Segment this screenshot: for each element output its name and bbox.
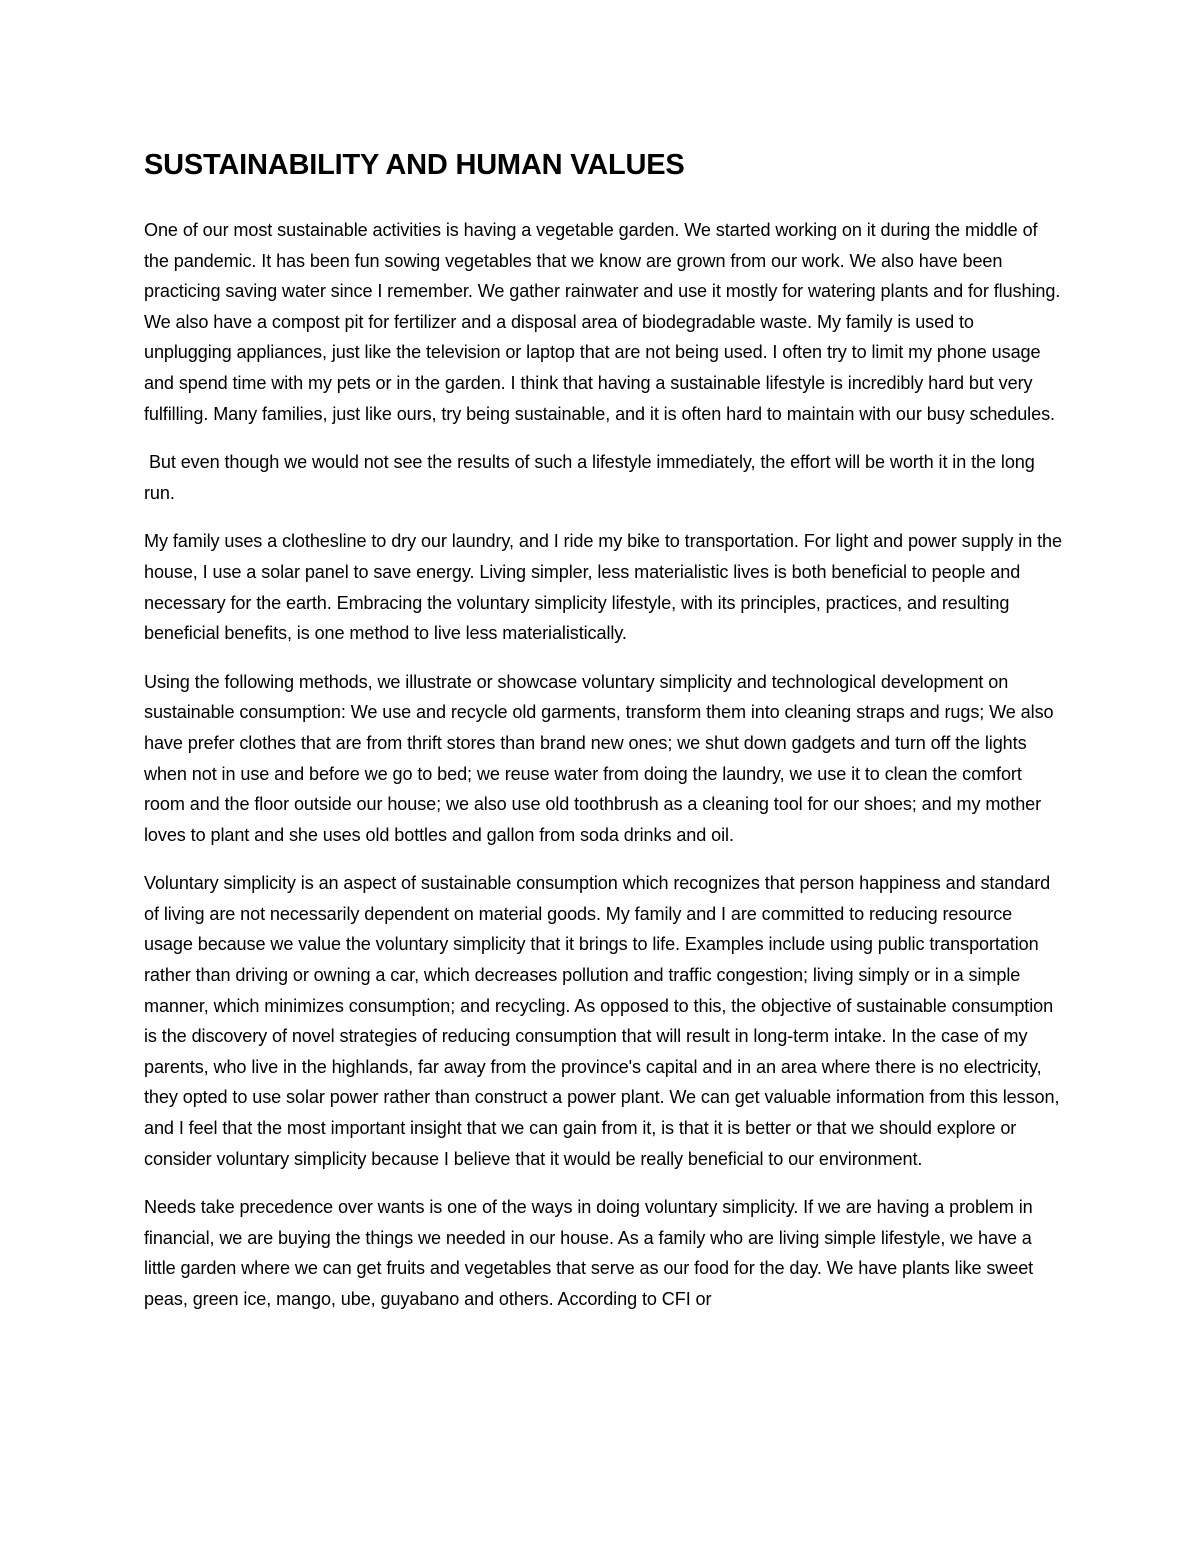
document-title: SUSTAINABILITY AND HUMAN VALUES [144,149,685,181]
paragraph-voluntary-simplicity: Voluntary simplicity is an aspect of sustainable consumption which recognizes that person happiness and standard of living are not necessarily dependent on material goods. My family and I are committed to reducing resource usage because we value the voluntary simplicity that it brings to life. Examples include using public transportation rather than driving or owning a car, which decreases pollution and traffic congestion; living simply or in a simple manner, which minimizes consumption; and recycling. As opposed to this, the objective of sustainable consumption is the discovery of novel strategies of reducing consumption that will result in long-term intake. In the case of my parents, who live in the highlands, far away from the province's capital and in an area where there is no electricity, they opted to use solar power rather than construct a power plant. We can get valuable information from this lesson, and I feel that the most important insight that we can gain from it, is that it is better or that we should explore or consider voluntary simplicity because I believe that it would be really beneficial to our environment. [144,873,1060,1169]
paragraph-long-run: But even though we would not see the results of such a lifestyle immediately, the effort will be worth it in the long run. [144,452,1040,503]
paragraph-clothesline: My family uses a clothesline to dry our laundry, and I ride my bike to transportation. For light and power supply in the house, I use a solar panel to save energy. Living simpler, less materialistic lives is both beneficial to people and necessary for the earth. Embracing the voluntary simplicity lifestyle, with its principles, practices, and resulting beneficial benefits, is one method to live less materialistically. [144,531,1062,644]
paragraph-needs-over-wants: Needs take precedence over wants is one of the ways in doing voluntary simplicity. If we are having a problem in financial, we are buying the things we needed in our house. As a family who are living simple lifestyle, we have a little garden where we can get fruits and vegetables that serve as our food for the day. We have plants like sweet peas, green ice, mango, ube, guyabano and others. According to CFI or [144,1197,1034,1309]
paragraph-vegetable-garden: One of our most sustainable activities is having a vegetable garden. We started working on it during the middle of the pandemic. It has been fun sowing vegetables that we know are grown from our work. We also have been practicing saving water since I remember. We gather rainwater and use it mostly for watering plants and for flushing. We also have a compost pit for fertilizer and a disposal area of biodegradable waste. My family is used to unplugging appliances, just like the television or laptop that are not being used. I often try to limit my phone usage and spend time with my pets or in the garden. I think that having a sustainable lifestyle is incredibly hard but very fulfilling. Many families, just like ours, try being sustainable, and it is often hard to maintain with our busy schedules. [144,220,1061,424]
paragraph-methods: Using the following methods, we illustrate or showcase voluntary simplicity and technological development on sustainable consumption: We use and recycle old garments, transform them into cleaning straps and rugs; We also have prefer clothes that are from thrift stores than brand new ones; we shut down gadgets and turn off the lights when not in use and before we go to bed; we reuse water from doing the laundry, we use it to clean the comfort room and the floor outside our house; we also use old toothbrush as a cleaning tool for our shoes; and my mother loves to plant and she uses old bottles and gallon from soda drinks and oil. [144,671,1054,845]
document-body [144,146,1062,1333]
